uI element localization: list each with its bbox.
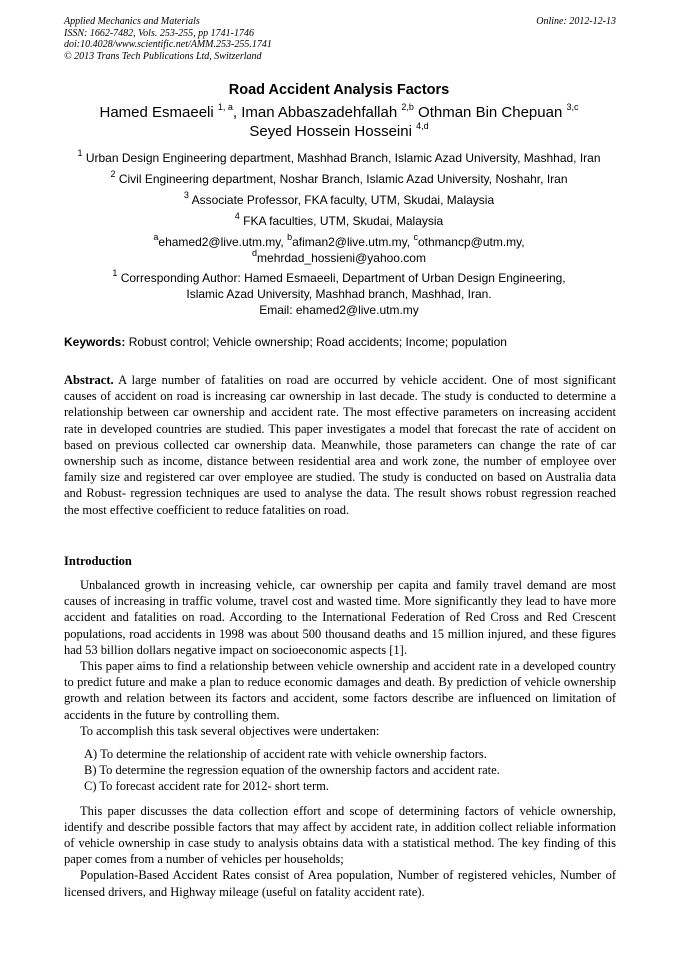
- email-list: [0, 234, 678, 266]
- affiliation-1: [0, 150, 678, 166]
- keywords: [64, 335, 616, 349]
- corresponding-author: [0, 270, 678, 318]
- online-date: Online: 2012-12-13: [536, 16, 616, 27]
- affiliation-text: Civil Engineering department, Noshar Branch, Islamic Azad University, Noshahr, Iran: [118, 172, 568, 186]
- author-name: Iman Abbaszadehfallah: [241, 104, 398, 121]
- objective-item: A) To determine the relationship of accident rate with vehicle ownership factors.: [84, 747, 487, 762]
- journal-name: Applied Mechanics and Materials: [64, 16, 200, 27]
- paper-title: Road Accident Analysis Factors: [228, 82, 450, 98]
- author-list: Hamed Esmaeeli $^{1, a}$, Iman Abbaszadehfallah $^{2,b}$ Othman Bin Chepuan $^{3,c}$ Seyed Hossein Hosseini $^{4,d}$: [99, 102, 579, 140]
- paragraph: This paper discusses the data collection effort and scope of determining factors of vehicle ownership, identify and describe possible factors that may affect by accident rate, in addition collect reliable information of vehicle ownership in case study to analysis obtains data with a statistical method. The key finding of this paper comes from a number of vehicles per households;: [64, 803, 616, 867]
- affiliation-text: Associate Professor, FKA faculty, UTM, Skudai, Malaysia: [191, 193, 495, 207]
- affiliation-3: [0, 192, 678, 208]
- corresponding-email[interactable]: Email: ehamed2@live.utm.my: [259, 303, 419, 317]
- keywords-label: Keywords:: [64, 335, 126, 349]
- email-sup: d: [252, 248, 258, 258]
- abstract-text: A large number of fatalities on road are occurred by vehicle accident. One of most significant causes of accident on road is increasing car ownership in last decade. The study is conducted to determine a relationship between car ownership and accident rate. The most effective parameters on increasing accident rate in developed countries are studied. This paper investigates a model that forecast the rate of accident on based on previous collected car ownership data. Meanwhile, those parameters can change the rate of car ownership such as income, distance between residential area and work zone, the number of employee over family size and registered car over employee are studied. The study is conducted on based on Australia data and Robust- regression techniques are used to analyse the data. The result shows robust regression reached the most effective coefficient to reduce fatalities on road.: [64, 373, 616, 517]
- corresponding-sup: 1: [112, 268, 118, 278]
- author-name: Seyed Hossein Hosseini: [249, 123, 412, 140]
- affiliation-text: FKA faculties, UTM, Skudai, Malaysia: [243, 214, 444, 228]
- email-address[interactable]: afiman2@live.utm.my,: [292, 235, 411, 249]
- doi-line: doi:10.4028/www.scientific.net/AMM.253-255.1741: [64, 39, 272, 50]
- email-address[interactable]: othmancp@utm.my,: [417, 235, 525, 249]
- copyright-line: © 2013 Trans Tech Publications Ltd, Switzerland: [64, 50, 262, 62]
- email-sup: b: [287, 232, 293, 242]
- objective-item: B) To determine the regression equation of the ownership factors and accident rate.: [84, 763, 500, 778]
- objective-item: C) To forecast accident rate for 2012- short term.: [84, 779, 329, 794]
- author-name: Hamed Esmaeeli: [99, 104, 214, 121]
- keywords-text: Robust control; Vehicle ownership; Road accidents; Income; population: [128, 335, 507, 349]
- affiliation-text: Urban Design Engineering department, Mashhad Branch, Islamic Azad University, Mashhad, Iran: [85, 151, 601, 165]
- author-name: Othman Bin Chepuan: [418, 104, 563, 121]
- affiliation-4: [0, 213, 678, 229]
- abstract-label: Abstract.: [64, 373, 114, 387]
- affiliation-sup: 1: [77, 148, 83, 158]
- author-sup: 3,c: [566, 102, 579, 112]
- paragraph: This paper aims to find a relationship between vehicle ownership and accident rate in a developed country to predict future and make a plan to reduce economic damages and death. By prediction of vehicle ownership growth and relation between its factors and accident, some factors describe are influenced on limitation of accidents in the future by controlling them.: [64, 659, 616, 722]
- paragraph: To accomplish this task several objectives were undertaken:: [80, 723, 380, 738]
- author-sup: 1, a: [217, 102, 233, 112]
- journal-header: [64, 16, 616, 62]
- corresponding-line: Islamic Azad University, Mashhad branch, Mashhad, Iran.: [186, 287, 492, 301]
- affiliation-sup: 3: [183, 190, 189, 200]
- abstract-paragraph: [64, 372, 616, 518]
- issn-line: ISSN: 1662-7482, Vols. 253-255, pp 1741-1746: [64, 27, 254, 39]
- paragraph: Unbalanced growth in increasing vehicle, car ownership per capita and family travel demand are most causes of increasing in traffic volume, travel cost and wasted time. More significantly they lead to have more accident and fatalities on road. According to the International Federation of Red Cross and Red Crescent populations, road accidents in 1998 was about 500 thousand deaths and 15 million injured, and these figures had 53 billion dollars negative impact on socioeconomic aspects [1].: [64, 578, 616, 657]
- email-sup: c: [413, 232, 418, 242]
- affiliation-2: [0, 171, 678, 187]
- email-sup: a: [153, 232, 159, 242]
- paragraph: Population-Based Accident Rates consist of Area population, Number of registered vehicles, Number of licensed drivers, and Highway mileage (useful on fatality accident rate).: [64, 868, 616, 899]
- author-sup: 2,b: [401, 102, 414, 112]
- affiliation-sup: 4: [234, 211, 240, 221]
- email-address[interactable]: ehamed2@live.utm.my,: [158, 235, 284, 249]
- introduction-heading: Introduction: [64, 554, 132, 568]
- affiliation-sup: 2: [110, 169, 116, 179]
- introduction-body: [64, 577, 616, 900]
- corresponding-line: Corresponding Author: Hamed Esmaeeli, Department of Urban Design Engineering,: [120, 271, 566, 285]
- email-address[interactable]: mehrdad_hossieni@yahoo.com: [257, 251, 426, 265]
- abstract: [64, 372, 616, 518]
- author-sup: 4,d: [416, 121, 429, 131]
